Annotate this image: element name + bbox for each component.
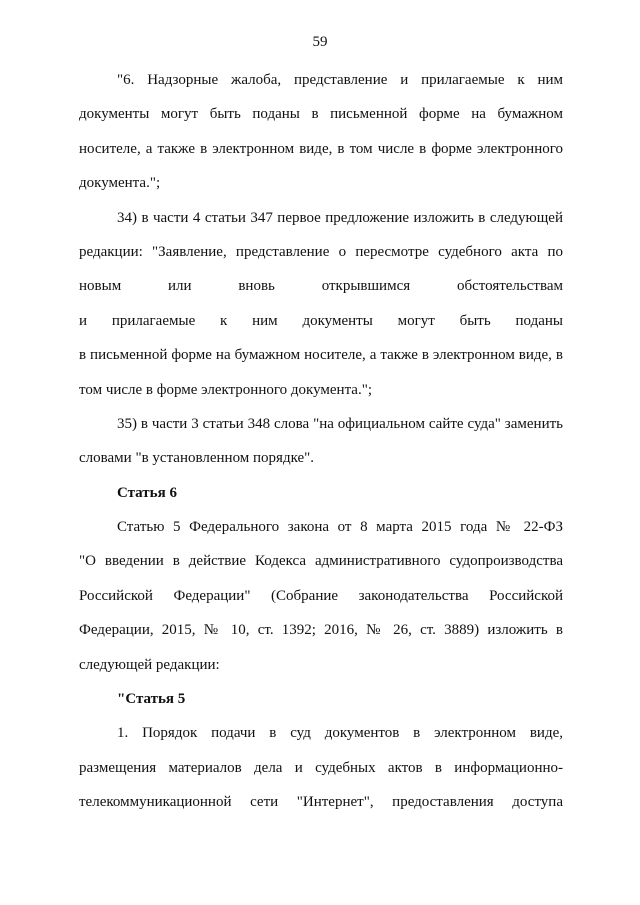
text-line: и прилагаемые к ним документы могут быть поданы — [79, 312, 563, 329]
text-line: новым или вновь открывшимся обстоятельствам — [79, 278, 563, 295]
document-body — [79, 63, 563, 820]
article-heading: "Статья 5 — [117, 691, 186, 708]
text-line: документы могут быть поданы в письменной форме на бумажном — [79, 106, 563, 123]
text-line: 1. Порядок подачи в суд документов в электронном виде, — [117, 725, 563, 742]
text-line: в письменной форме на бумажном носителе, а также в электронном виде, в — [79, 347, 563, 364]
text-line: "6. Надзорные жалоба, представление и прилагаемые к ним — [117, 72, 563, 88]
text-line: размещения материалов дела и судебных актов в информационно- — [79, 759, 563, 776]
page-number: 59 — [312, 34, 328, 50]
text-line: телекоммуникационной сети "Интернет", предоставления доступа — [79, 794, 563, 811]
text-line: Статью 5 Федерального закона от 8 марта 2015 года № 22-ФЗ — [117, 519, 563, 536]
text-line: 35) в части 3 статьи 348 слова "на официальном сайте суда" заменить — [117, 415, 563, 432]
article-heading: Статья 6 — [117, 484, 177, 501]
text-line: словами "в установленном порядке". — [79, 450, 315, 467]
text-line: Российской Федерации" (Собрание законодательства Российской — [79, 587, 563, 604]
text-line: следующей редакции: — [79, 656, 220, 673]
text-line: документа."; — [79, 175, 161, 192]
text-line: редакции: "Заявление, представление о пересмотре судебного акта по — [79, 243, 563, 260]
text-line: "О введении в действие Кодекса административного судопроизводства — [79, 553, 563, 570]
text-line: Федерации, 2015, № 10, ст. 1392; 2016, № 26, ст. 3889) изложить в — [79, 622, 563, 639]
text-line: том числе в форме электронного документа."; — [79, 381, 373, 398]
text-line: носителе, а также в электронном виде, в том числе в форме электронного — [79, 140, 563, 157]
text-line: 34) в части 4 статьи 347 первое предложение изложить в следующей — [117, 209, 563, 226]
